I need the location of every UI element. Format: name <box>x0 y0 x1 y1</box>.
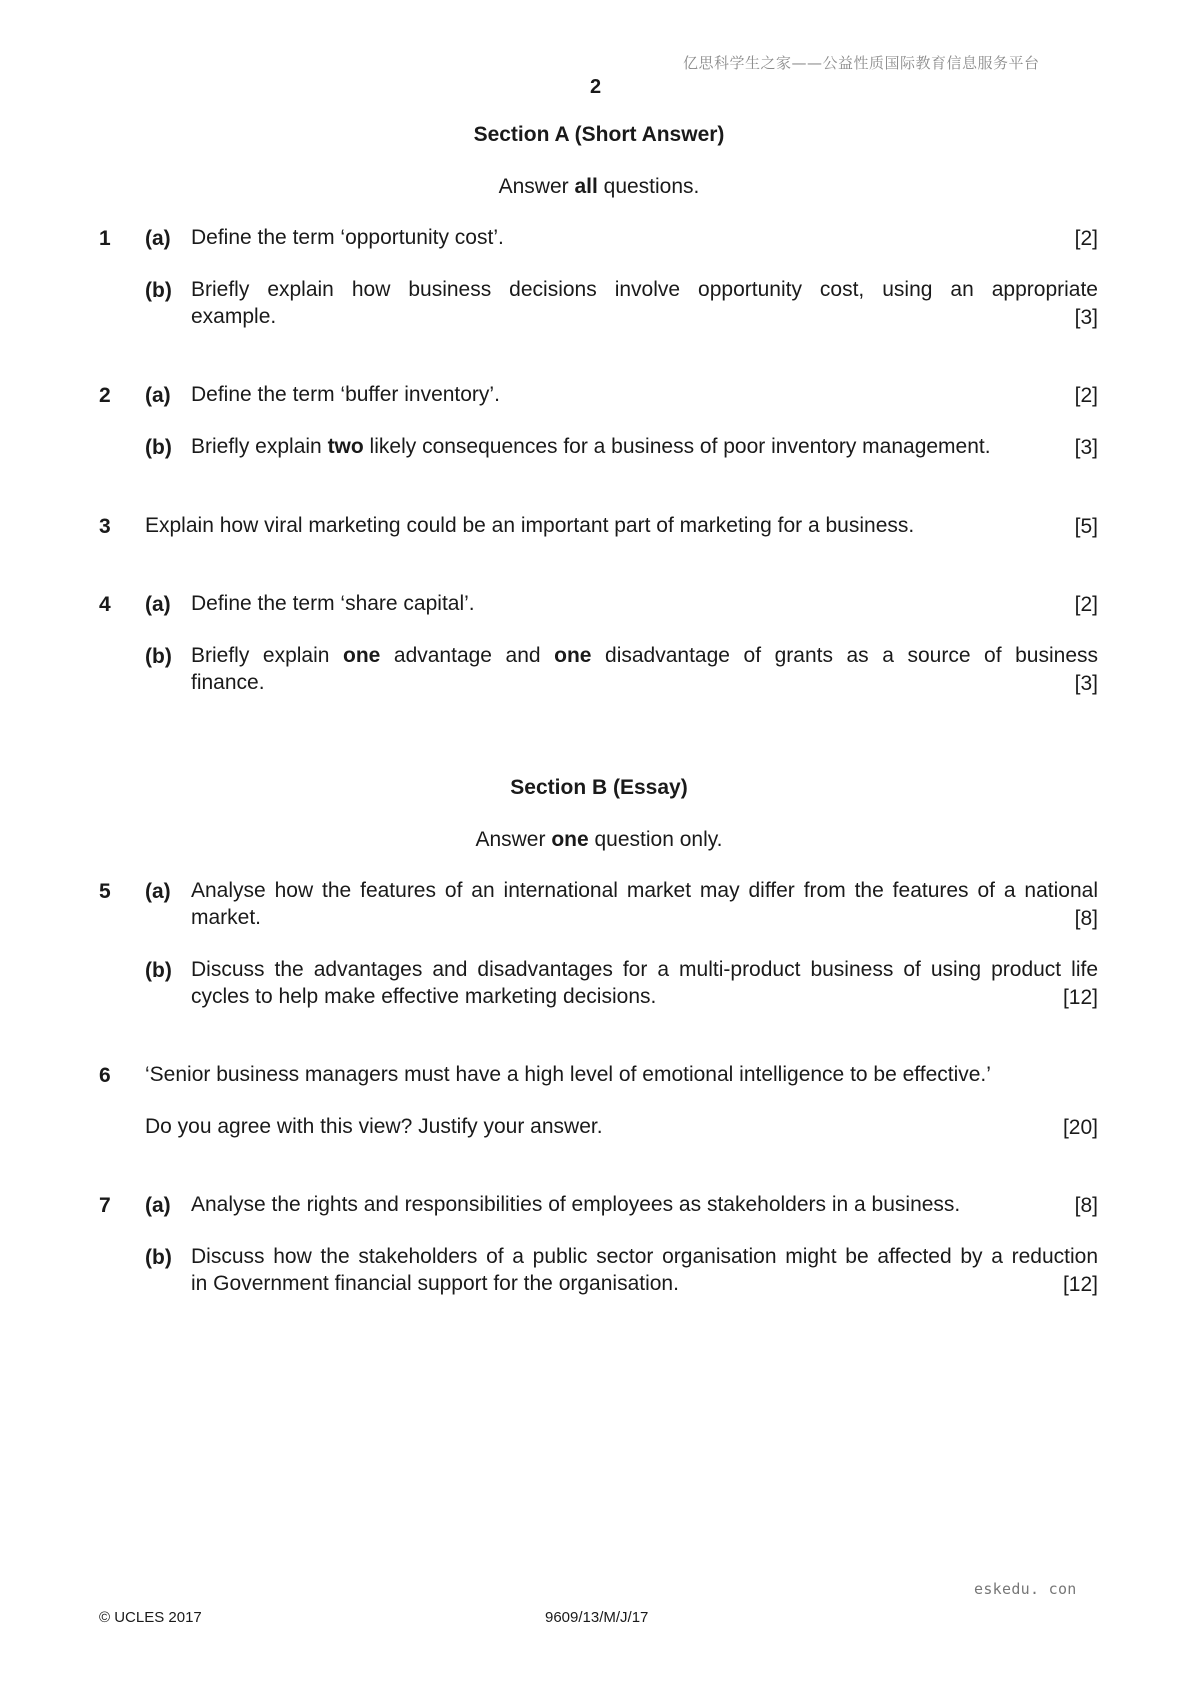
part-label: (b) <box>145 1246 172 1269</box>
question-text: example. <box>191 305 277 328</box>
part-label: (b) <box>145 436 172 459</box>
section-a-instruction: Answer all questions. <box>498 175 700 198</box>
marks: [12] <box>1062 1273 1098 1296</box>
marks: [2] <box>1074 227 1098 250</box>
part-label: (a) <box>145 1194 171 1217</box>
marks: [20] <box>1062 1116 1098 1139</box>
question-text: Analyse how the features of an international market may differ from the features of a national <box>191 879 1098 902</box>
part-label: (a) <box>145 384 171 407</box>
footer-watermark: eskedu. con <box>974 1580 1077 1598</box>
question-quote: ‘Senior business managers must have a high level of emotional intelligence to be effective.’ <box>145 1063 991 1086</box>
question-text: Discuss the advantages and disadvantages for a multi-product business of using product life <box>191 958 1098 981</box>
section-a-title: Section A (Short Answer) <box>473 123 725 146</box>
question-text: Analyse the rights and responsibilities of employees as stakeholders in a business. <box>191 1193 961 1216</box>
question-number: 4 <box>99 593 111 616</box>
header-watermark: 亿思科学生之家——公益性质国际教育信息服务平台 <box>683 54 1040 72</box>
paper-code: 9609/13/M/J/17 <box>545 1609 649 1626</box>
part-label: (b) <box>145 959 172 982</box>
question-text: Do you agree with this view? Justify your answer. <box>145 1115 603 1138</box>
section-b-title: Section B (Essay) <box>510 776 688 799</box>
question-text: in Government financial support for the organisation. <box>191 1272 679 1295</box>
question-number: 6 <box>99 1064 111 1087</box>
part-label: (a) <box>145 880 171 903</box>
question-text: market. <box>191 906 262 929</box>
marks: [3] <box>1074 672 1098 695</box>
question-number: 1 <box>99 227 111 250</box>
question-number: 3 <box>99 515 111 538</box>
question-number: 7 <box>99 1194 111 1217</box>
part-label: (a) <box>145 227 171 250</box>
question-text: Define the term ‘buffer inventory’. <box>191 383 500 406</box>
part-label: (b) <box>145 645 172 668</box>
page-number: 2 <box>589 76 602 98</box>
question-text: Briefly explain one advantage and one disadvantage of grants as a source of business <box>191 644 1098 667</box>
marks: [2] <box>1074 593 1098 616</box>
marks: [3] <box>1074 436 1098 459</box>
question-text: Define the term ‘share capital’. <box>191 592 475 615</box>
marks: [3] <box>1074 306 1098 329</box>
marks: [12] <box>1062 986 1098 1009</box>
question-text: Explain how viral marketing could be an important part of marketing for a business. <box>145 514 915 537</box>
copyright: © UCLES 2017 <box>99 1609 202 1626</box>
question-number: 5 <box>99 880 111 903</box>
marks: [8] <box>1074 907 1098 930</box>
question-text: Discuss how the stakeholders of a public sector organisation might be affected by a reduction <box>191 1245 1098 1268</box>
marks: [8] <box>1074 1194 1098 1217</box>
marks: [5] <box>1074 515 1098 538</box>
marks: [2] <box>1074 384 1098 407</box>
part-label: (a) <box>145 593 171 616</box>
part-label: (b) <box>145 279 172 302</box>
question-text: Define the term ‘opportunity cost’. <box>191 226 504 249</box>
question-text: finance. <box>191 671 265 694</box>
question-text: Briefly explain how business decisions involve opportunity cost, using an appropriate <box>191 278 1098 301</box>
section-b-instruction: Answer one question only. <box>475 828 723 851</box>
question-text: cycles to help make effective marketing decisions. <box>191 985 657 1008</box>
question-number: 2 <box>99 384 111 407</box>
question-text: Briefly explain two likely consequences for a business of poor inventory management. <box>191 435 991 458</box>
